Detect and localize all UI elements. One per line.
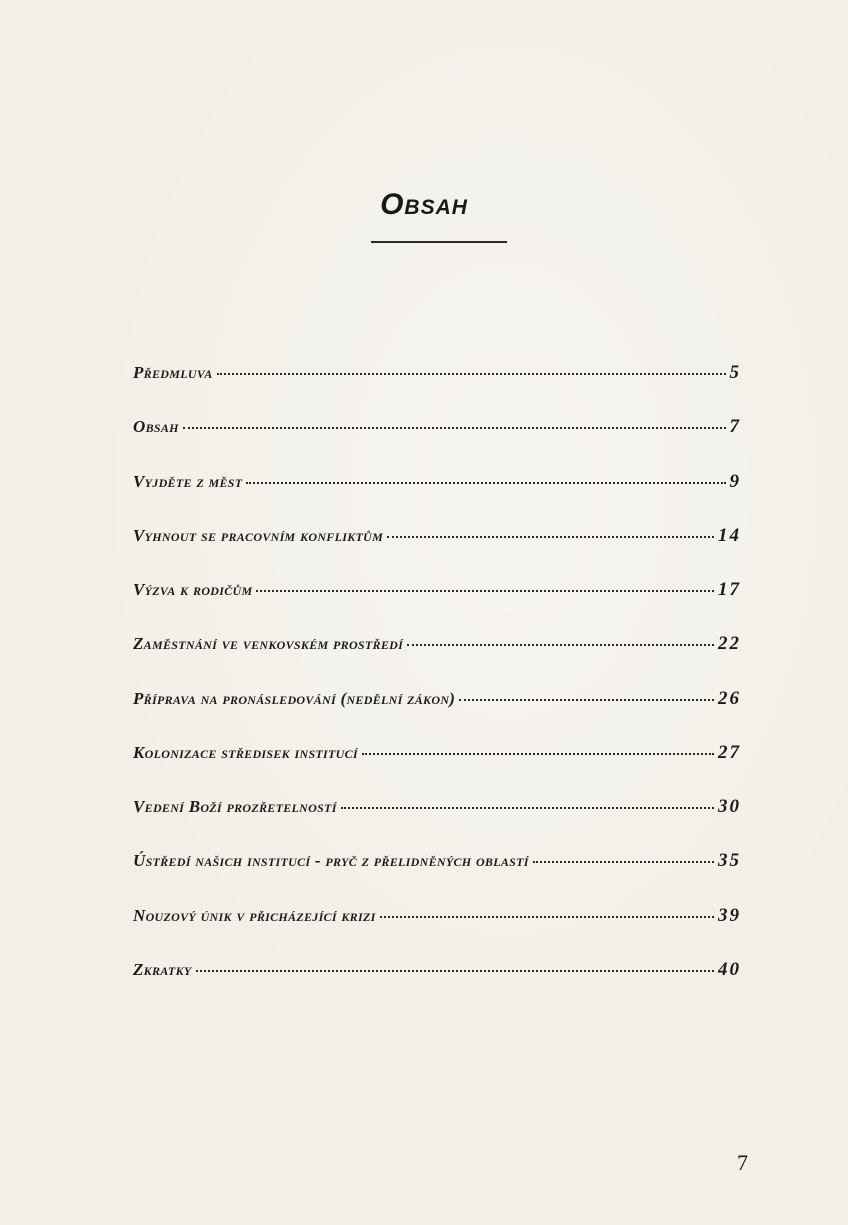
toc-entry-label: Zaměstnání ve venkovském prostředí — [133, 634, 404, 654]
dot-leader — [459, 699, 714, 701]
dot-leader — [533, 861, 714, 863]
dot-leader — [380, 916, 714, 918]
toc-entry-page: 9 — [729, 470, 741, 492]
dot-leader — [217, 373, 726, 375]
toc-entry-vedeni — [133, 796, 741, 850]
toc-entry-label: Ústředí našich institucí - pryč z přelidněných oblastí — [133, 851, 529, 871]
dot-leader — [407, 644, 714, 646]
page-title: Obsah — [380, 188, 468, 221]
toc-entry-page: 39 — [718, 904, 741, 926]
toc-entry-label: Vyjděte z měst — [133, 471, 243, 491]
toc-entry-label: Předmluva — [133, 363, 213, 382]
title-underline — [371, 241, 507, 243]
dot-leader — [362, 753, 714, 755]
toc-entry-kolonizace — [133, 742, 741, 796]
dot-leader — [196, 970, 715, 972]
toc-entry-label: Výzva k rodičům — [133, 580, 253, 599]
toc-entry-label: Vedení Boží prozřetelností — [133, 797, 337, 816]
toc-entry-page: 27 — [718, 741, 741, 763]
toc-entry-ustredi — [133, 850, 741, 904]
toc-entry-page: 5 — [729, 362, 741, 383]
toc-entry-zamestnani — [133, 633, 741, 687]
toc-entry-page: 26 — [718, 687, 741, 709]
toc-entry-page: 17 — [718, 579, 741, 600]
toc-entry-label: Příprava na pronásledování (nedělní zákon) — [133, 688, 456, 708]
dot-leader — [387, 536, 714, 538]
toc-entry-page: 7 — [729, 416, 741, 438]
toc-entry-nouzovy-unik — [133, 905, 741, 959]
table-of-contents — [133, 362, 741, 1013]
toc-entry-page: 30 — [718, 796, 741, 817]
dot-leader — [341, 807, 714, 809]
dot-leader — [183, 427, 726, 429]
toc-entry-vyjdete-z-mest — [133, 471, 741, 525]
toc-entry-label: Kolonizace středisek institucí — [133, 742, 358, 762]
toc-entry-page: 35 — [718, 850, 741, 872]
toc-entry-priprava — [133, 688, 741, 742]
toc-entry-label: Vyhnout se pracovním konfliktům — [133, 525, 384, 545]
toc-entry-label: Zkratky — [133, 959, 192, 979]
toc-entry-page: 22 — [718, 633, 741, 655]
toc-entry-page: 40 — [718, 958, 741, 980]
toc-entry-obsah — [133, 416, 741, 470]
dot-leader — [256, 590, 714, 592]
toc-entry-label: Nouzový únik v přicházející krizi — [133, 905, 376, 925]
toc-entry-zkratky — [133, 959, 741, 1013]
toc-entry-page: 14 — [718, 524, 741, 546]
dot-leader — [246, 482, 725, 484]
page-number: 7 — [737, 1150, 748, 1175]
toc-entry-label: Obsah — [133, 417, 179, 437]
toc-entry-vyzva-k-rodicum — [133, 579, 741, 633]
toc-entry-vyhnout-se — [133, 525, 741, 579]
toc-entry-predmluva — [133, 362, 741, 416]
